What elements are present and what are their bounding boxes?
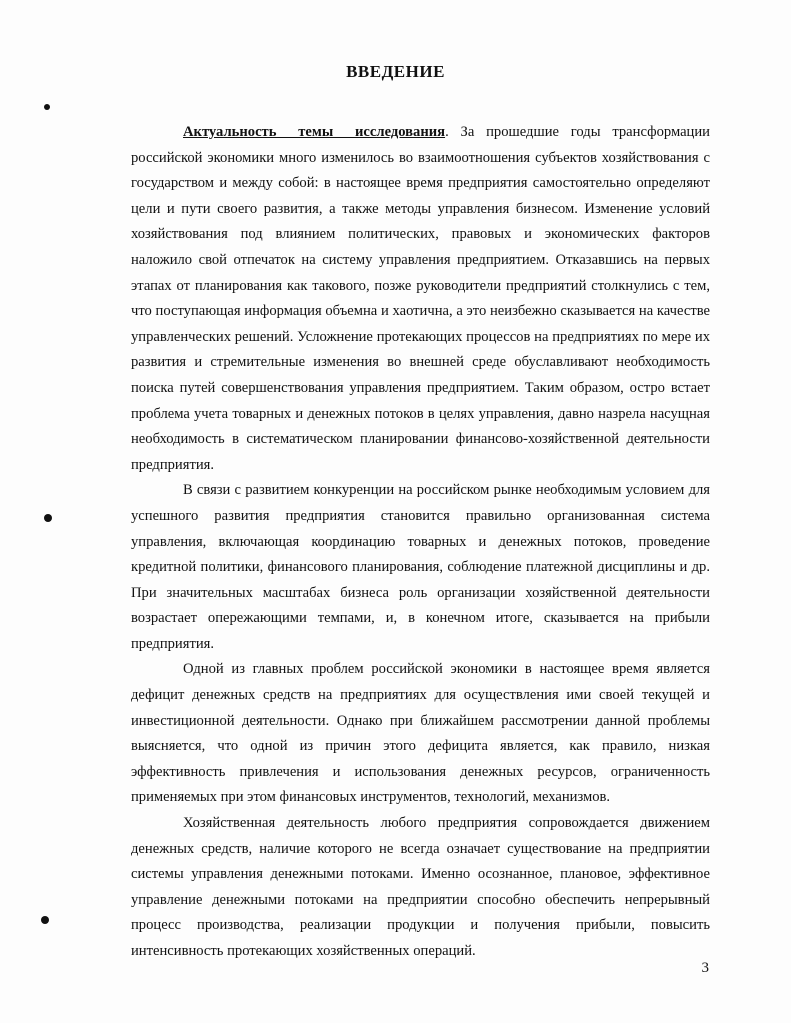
binding-hole-mark — [44, 104, 50, 110]
binding-hole-mark — [41, 916, 49, 924]
paragraph-text: В связи с развитием конкуренции на российском рынке необходимым условием для успешного развития предприятия становится правильно организованная система управления, включающая координацию товарных и денежных потоков, проведение кредитной политики, финансового планирования, соблюдение платежной дисциплины и др. При значительных масштабах бизнеса роль организации хозяйственной деятельности возрастает опережающими темпами, и, в конечном итоге, сказывается на прибыли предприятия. — [131, 482, 710, 652]
paragraph — [131, 657, 710, 811]
paragraph-text: . За прошедшие годы трансформации российской экономики много изменилось во взаимоотношения субъектов хозяйствования с государством и между собой: в настоящее время предприятия самостоятельно определяют цели и пути своего развития, а также методы управления бизнесом. Изменение условий хозяйствования под влиянием политических, правовых и экономических факторов наложило свой отпечаток на систему управления предприятием. Отказавшись на первых этапах от планирования как такового, позже руководители предприятий столкнулись с тем, что поступающая информация объемна и хаотична, а это неизбежно сказывается на качестве управленческих решений. Усложнение протекающих процессов на предприятиях по мере их развития и стремительные изменения во внешней среде обуславливают необходимость поиска путей совершенствования управления предприятием. Таким образом, остро встает проблема учета товарных и денежных потоков в целях управления, давно назрела насущная необходимость в систематическом планировании финансово-хозяйственной деятельности предприятия. — [131, 124, 710, 473]
paragraph-text: Хозяйственная деятельность любого предприятия сопровождается движением денежных средств, наличие которого не всегда означает существование на предприятии системы управления денежными потоками. Именно осознанное, плановое, эффективное управление денежными потоками на предприятии способно обеспечить непрерывный процесс производства, реализации продукции и получения прибыли, повысить интенсивность протекающих хозяйственных операций. — [131, 815, 710, 959]
paragraph — [131, 120, 710, 478]
binding-hole-mark — [44, 514, 52, 522]
paragraph — [131, 811, 710, 965]
section-lead: Актуальность темы исследования — [183, 124, 446, 140]
body-text — [131, 120, 710, 965]
page-title: ВВЕДЕНИЕ — [346, 62, 445, 81]
page-number: 3 — [701, 960, 709, 976]
paragraph-text: Одной из главных проблем российской экономики в настоящее время является дефицит денежных средств на предприятиях для осуществления ими своей текущей и инвестиционной деятельности. Однако при ближайшем рассмотрении данной проблемы выясняется, что одной из причин этого дефицита является, как правило, низкая эффективность привлечения и использования денежных ресурсов, ограниченность применяемых при этом финансовых инструментов, технологий, механизмов. — [131, 661, 710, 806]
paragraph — [131, 478, 710, 657]
